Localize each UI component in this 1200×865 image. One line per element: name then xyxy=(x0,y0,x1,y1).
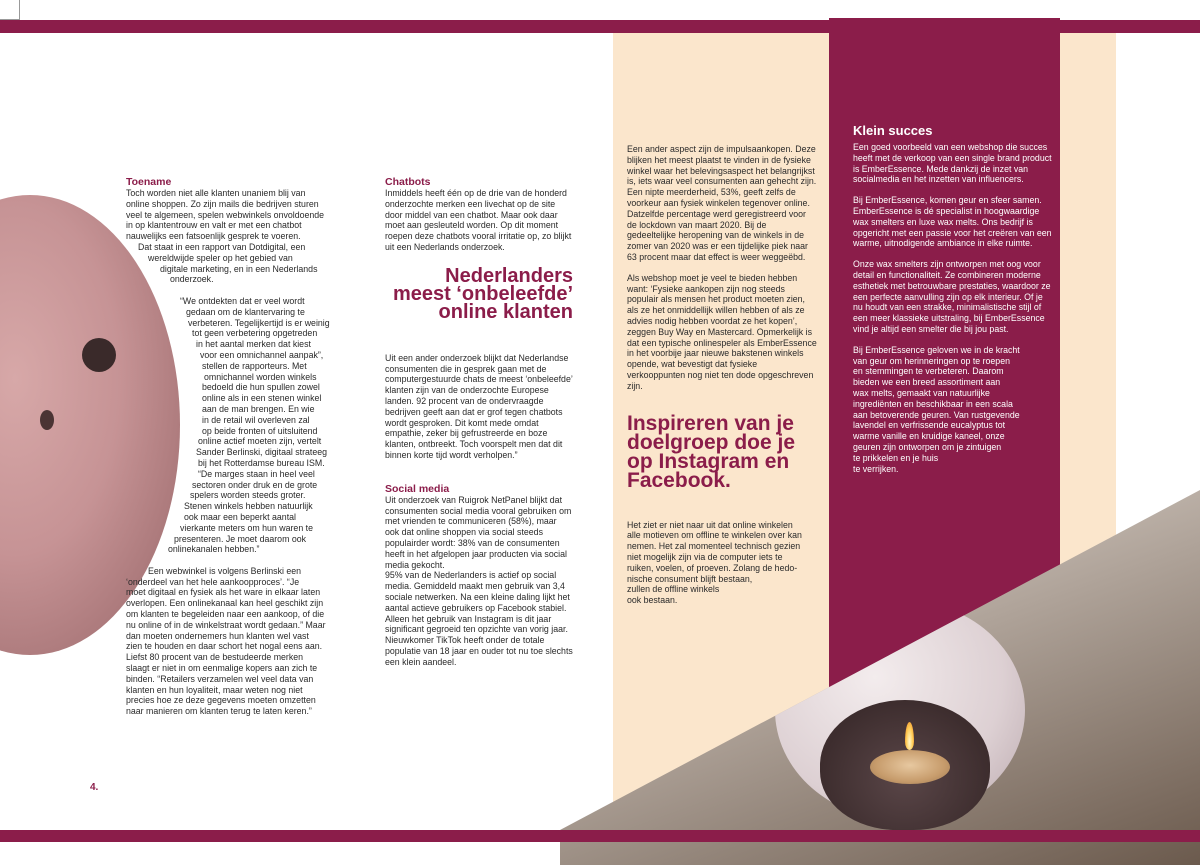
text-line: ingrediënten en beschikbaar in een scala xyxy=(853,398,1013,409)
text-line: aan betoverende geuren. Van rustgevende xyxy=(853,409,1020,420)
text-line: nemen. Het zal momenteel technisch gezien xyxy=(627,541,801,552)
heading-line: meest ‘onbeleefde’ xyxy=(392,282,573,305)
text-line: naar manieren om klanten terug te laten keren.” xyxy=(126,706,312,717)
heading-line: op Instagram en xyxy=(627,449,790,473)
text-line: Toch worden niet alle klanten unaniem blij van xyxy=(126,188,306,198)
text-line: alle motieven om offline te winkelen over kan xyxy=(627,530,802,541)
succes-paragraph: Een goed voorbeeld van een webshop die succes heeft met de verkoop van een single brand product is EmberEssence. Mede dankzij de inzet van socialmedia en het inzetten van influencers. xyxy=(853,142,1052,185)
text-line: warme vanille en kruidige kaneel, onze xyxy=(853,431,1005,442)
text-line: bieden we een breed assortiment aan xyxy=(853,377,1001,388)
text-line: te prikkelen en je huis xyxy=(853,452,939,463)
text-line: bedoeld die hun spullen zowel xyxy=(202,382,320,393)
social-paragraph: Uit onderzoek van Ruigrok NetPanel blijkt dat consumenten social media vooral gebruiken om met vrienden te communiceren (58%), maar ook dat online shoppen via social steeds populairder wordt: 38% van de consumenten heeft in het afgelopen jaar producten via social media gekocht. xyxy=(385,494,572,570)
text-line: Een webwinkel is volgens Berlinski een xyxy=(148,565,302,576)
column-impulse xyxy=(627,144,817,606)
text-line: wereldwijde speler op het gebied van xyxy=(148,252,293,263)
instagram-heading xyxy=(627,411,817,492)
bottom-bar xyxy=(0,830,1200,842)
social-paragraph-2: 95% van de Nederlanders is actief op social media. Gemiddeld maakt men gebruik van 3,4 sociale netwerken. Na een kleine daling lijkt het aantal actieve gebruikers op Facebook stabiel. Alleen het gebruik van Instagram is dit jaar significant gegroeid ten opzichte van vorig jaar. Nieuwkomer TikTok heeft onder de totale populatie van 18 jaar en ouder tot nu toe slechts een klein aandeel. xyxy=(385,570,573,667)
text-line: voor een omnichannel aanpak”, xyxy=(200,349,324,360)
text-line: nische consument blijft bestaan, xyxy=(627,573,753,584)
text-line: digitale marketing, en in een Nederlands xyxy=(160,263,318,274)
text-line: zullen de offline winkels xyxy=(627,584,720,595)
tealight-candle xyxy=(870,750,950,784)
text-line: vierkante meters om hun waren te xyxy=(180,522,313,533)
text-line: sectoren onder druk en de grote xyxy=(192,479,318,490)
text-line: verbeteren. Tegelijkertijd is er weinig xyxy=(188,317,330,328)
text-line: aan de man brengen. En wie xyxy=(202,403,315,414)
text-line: in het aantal merken dat kiest xyxy=(196,339,311,350)
heading-line: Facebook. xyxy=(627,468,731,492)
text-line: ruiken, voelen, of proeven. Zolang de hedo- xyxy=(627,562,798,573)
crop-mark xyxy=(0,0,20,20)
text-line: op beide fronten of uitsluitend xyxy=(202,425,318,436)
section-heading xyxy=(385,264,573,323)
heading-chatbots: Chatbots xyxy=(385,176,431,188)
column-toename xyxy=(126,176,361,717)
text-line: Dat staat in een rapport van Dotdigital, een xyxy=(138,241,306,252)
text-line: in op klantentrouw en valt er met een chatbot xyxy=(126,220,302,231)
text-line: wax melts, gemaakt van natuurlijke xyxy=(853,387,990,398)
text-line: ook bestaan. xyxy=(627,595,678,606)
text-line: online actief moeten zijn, vertelt xyxy=(198,436,322,447)
text-line: niet mogelijk zijn via de computer iets te xyxy=(627,551,783,562)
text-line: en stemmingen te verbeteren. Daarom xyxy=(853,366,1004,377)
text-line: klanten en hun loyaliteit, maar weten nog niet xyxy=(126,684,303,695)
chatbots-paragraph: Inmiddels heeft één op de drie van de honderd onderzochte merken een livechat op de site door middel van een chatbot. Maar ook daar moet aan gesleuteld worden. Op dit moment roepen deze chatbots vooral irritatie op, zo blijkt uit een Nederlands onderzoek. xyxy=(385,188,572,252)
text-line: nauwelijks een fatsoenlijk gesprek te voeren. xyxy=(126,231,301,242)
heading-klein-succes: Klein succes xyxy=(853,123,933,138)
offline-paragraph xyxy=(627,520,817,606)
emberessence-paragraph: Bij EmberEssence, komen geur en sfeer samen. EmberEssence is dé specialist in hoogwaardige wax smelters en luxe wax melts. Ons bedrijf is opgericht met een passie voor het creëren van een warme, uitnodigende ambiance in elke ruimte. xyxy=(853,195,1052,249)
text-line: in de retail wil overleven zal xyxy=(202,414,310,425)
text-line: gedaan om de klantervaring te xyxy=(186,306,305,317)
page-number: 4. xyxy=(90,782,99,793)
text-line: moet digitaal en fysiek als het ware in elkaar laten xyxy=(126,587,321,598)
text-line: precies hoe ze deze gegevens moeten omzetten xyxy=(126,695,316,706)
text-line: binden. “Retailers verzamelen wel veel data van xyxy=(126,673,314,684)
text-line: stellen de rapporteurs. Met xyxy=(202,360,307,371)
text-line: veel te algemeen, spelen webwinkels onvoldoende xyxy=(126,209,325,220)
heading-line: doelgroep doe je xyxy=(627,430,796,454)
heading-line: online klanten xyxy=(438,300,573,323)
text-line: online als in een stenen winkel xyxy=(202,393,322,404)
text-line: tot geen verbetering opgetreden xyxy=(192,328,318,339)
heading-line: Nederlanders xyxy=(445,264,573,287)
text-line: Sander Berlinski, digitaal strateeg xyxy=(196,447,328,458)
text-line: nu online of in de winkelstraat wordt gedaan.” Maar xyxy=(126,619,326,630)
text-line: zien te houden en daar schort het nogal eens aan. xyxy=(126,641,323,652)
text-line: lavendel en verfrissende eucalyptus tot xyxy=(853,420,1006,431)
text-line: bij het Rotterdamse bureau ISM. xyxy=(198,457,325,468)
text-line: van geur om herinneringen op te roepen xyxy=(853,355,1010,366)
text-line: slaagt er niet in om eenmalige kopers aan zich te xyxy=(126,663,318,674)
geur-paragraph xyxy=(853,345,1053,475)
text-line: overlopen. Een onlinekanaal kan heel geschikt zijn xyxy=(126,598,324,609)
text-line: om klanten te begeleiden naar een aankoop, of die xyxy=(126,609,325,620)
toename-body xyxy=(126,188,361,717)
text-line: onlinekanalen hebben.” xyxy=(168,544,260,555)
heading-social-media: Social media xyxy=(385,482,450,495)
text-line: Het ziet er niet naar uit dat online winkelen xyxy=(627,519,793,530)
text-line: dan moeten ondernemers hun klanten wel vast xyxy=(126,630,309,641)
column-klein-succes xyxy=(853,123,1053,474)
text-line: te verrijken. xyxy=(853,463,899,474)
text-line xyxy=(126,285,361,296)
text-line: Bij EmberEssence geloven we in de kracht xyxy=(853,344,1020,355)
text-line: ook maar een beperkt aantal xyxy=(184,511,296,522)
research-paragraph: Uit een ander onderzoek blijkt dat Nederlandse consumenten die in gesprek gaan met de computergestuurde chats de meest ‘onbeleefde’ klanten zijn van de onderzochte Europese landen. 92 procent van de ondervraagde bedrijven geeft aan dat er grof tegen chatbots wordt gesproken. Dit komt mede omdat empathie, zeker bij gefrustreerde en boze klanten, ontbreekt. Toch voorspelt men dat dit binnen korte tijd wordt verholpen.” xyxy=(385,352,573,460)
text-line: “De marges staan in heel veel xyxy=(198,468,315,479)
column-chatbots xyxy=(385,176,573,678)
webshop-paragraph: Als webshop moet je veel te bieden hebben want: ‘Fysieke aankopen zijn nog steeds populair als mensen het product moeten zien, als ze het onmiddellijk willen hebben of als ze advies nodig hebben voordat ze het kopen’, zeggen Buy Way en Mastercard. Opmerkelijk is dat een typische onlinespeler als EmberEssence in het voorbije jaar nieuwe bakstenen winkels opende, wat bevestigt dat fysieke verkooppunten nog niet ten dode opgeschreven zijn. xyxy=(627,272,817,391)
text-line xyxy=(126,555,361,566)
smelters-paragraph: Onze wax smelters zijn ontworpen met oog voor detail en functionaliteit. Ze combineren moderne esthetiek met betrouwbare prestaties, waardoor ze een perfecte aanvulling zijn op elk interieur. Of je nu houdt van een strakke, minimalistische stijl of een meer klassieke uitstraling, bij EmberEssence vind je altijd een smelter die bij jou past. xyxy=(853,259,1051,334)
text-line: geuren zijn ontworpen om je zintuigen xyxy=(853,441,1002,452)
heading-line: Inspireren van je xyxy=(627,411,794,435)
text-line: online shoppen. Zo zijn mails die bedrijven sturen xyxy=(126,198,319,209)
melter-hole xyxy=(40,410,54,430)
text-line: spelers worden steeds groter. xyxy=(190,490,306,501)
text-line: omnichannel worden winkels xyxy=(204,371,317,382)
impulse-paragraph: Een ander aspect zijn de impulsaankopen. Deze blijken het meest plaatst te vinden in de fysieke winkel waar het belevingsaspect het belangrijkst is, iets waar veel consumenten aan gehecht zijn. Een nipte meerderheid, 53%, geeft zelfs de voorkeur aan fysiek winkelen tegenover online. Datzelfde percentage werd geregistreerd voor de lockdown van maart 2020. Bij de gedeeltelijke heropening van de winkels in de zomer van 2020 was er een tijdelijke piek naar 63 procent maar dat effect is weer weggeëbd. xyxy=(627,144,817,262)
text-line: ‘onderdeel van het hele aankoopproces’. “Je xyxy=(126,576,300,587)
text-line: presenteren. Je moet daarom ook xyxy=(174,533,307,544)
text-line: Stenen winkels hebben natuurlijk xyxy=(184,501,313,512)
text-line: “We ontdekten dat er veel wordt xyxy=(180,295,305,306)
heading-toename: Toename xyxy=(126,176,172,188)
melter-hole xyxy=(82,338,116,372)
text-line: Liefst 80 procent van de bestudeerde merken xyxy=(126,652,304,663)
text-line: onderzoek. xyxy=(170,274,214,285)
